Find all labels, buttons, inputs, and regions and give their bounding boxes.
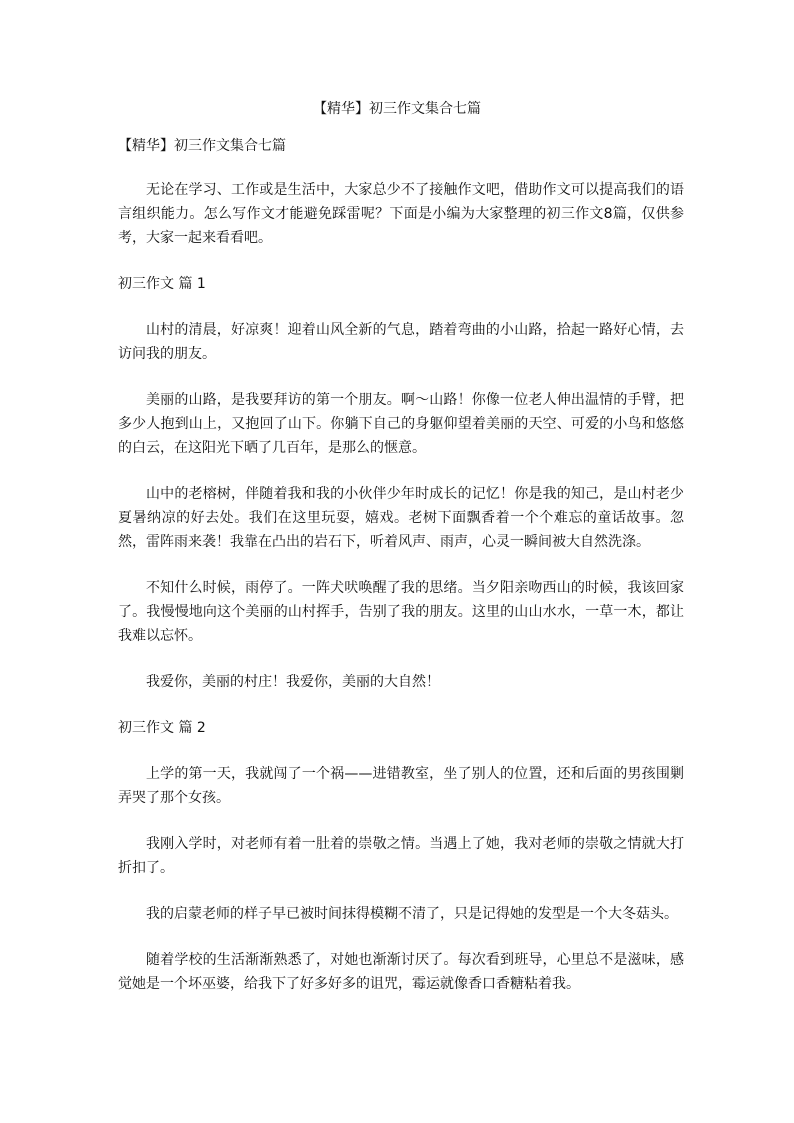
paragraph: 随着学校的生活渐渐熟悉了，对她也渐渐讨厌了。每次看到班导，心里总不是滋味，感觉她是一个坏巫婆，给我下了好多好多的诅咒，霉运就像香口香糖粘着我。 [118, 952, 684, 992]
paragraph: 上学的第一天，我就闯了一个祸——进错教室，坐了别人的位置，还和后面的男孩围剿弄哭了那个女孩。 [118, 766, 684, 806]
document-title: 【精华】初三作文集合七篇 [313, 101, 481, 117]
paragraph: 我爱你，美丽的村庄！我爱你，美丽的大自然！ [146, 674, 440, 690]
paragraph: 我刚入学时，对老师有着一肚着的崇敬之情。当遇上了她，我对老师的崇敬之情就大打折扣了。 [118, 836, 684, 876]
paragraph: 山村的清晨，好凉爽！迎着山风全新的气息，踏着弯曲的小山路，拾起一路好心情，去访问我的朋友。 [118, 322, 684, 362]
document-body [118, 134, 684, 1018]
paragraph: 我的启蒙老师的样子早已被时间抹得模糊不清了，只是记得她的发型是一个大冬菇头。 [146, 906, 678, 922]
section-heading-1: 初三作文 篇 1 [118, 276, 206, 292]
document-subtitle: 【精华】初三作文集合七篇 [118, 138, 286, 154]
paragraph: 美丽的山路，是我要拜访的第一个朋友。啊～山路！你像一位老人伸出温情的手臂，把多少人抱到山上，又抱回了山下。你躺下自己的身躯仰望着美丽的天空、可爱的小鸟和悠悠的白云，在这阳光下晒了几百年，是那么的惬意。 [118, 392, 684, 456]
paragraph: 山中的老榕树，伴随着我和我的小伙伴少年时成长的记忆！你是我的知己，是山村老少夏暑纳凉的好去处。我们在这里玩耍，嬉戏。老树下面飘香着一个个难忘的童话故事。忽然，雷阵雨来袭！我靠在凸出的岩石下，听着风声、雨声，心灵一瞬间被大自然洗涤。 [118, 486, 684, 550]
paragraph: 不知什么时候，雨停了。一阵犬吠唤醒了我的思绪。当夕阳亲吻西山的时候，我该回家了。我慢慢地向这个美丽的山村挥手，告别了我的朋友。这里的山山水水，一草一木，都让我难以忘怀。 [118, 580, 684, 644]
intro-paragraph: 无论在学习、工作或是生活中，大家总少不了接触作文吧，借助作文可以提高我们的语言组织能力。怎么写作文才能避免踩雷呢？下面是小编为大家整理的初三作文8篇，仅供参考，大家一起来看看吧。 [118, 182, 684, 246]
section-heading-2: 初三作文 篇 2 [118, 720, 206, 736]
